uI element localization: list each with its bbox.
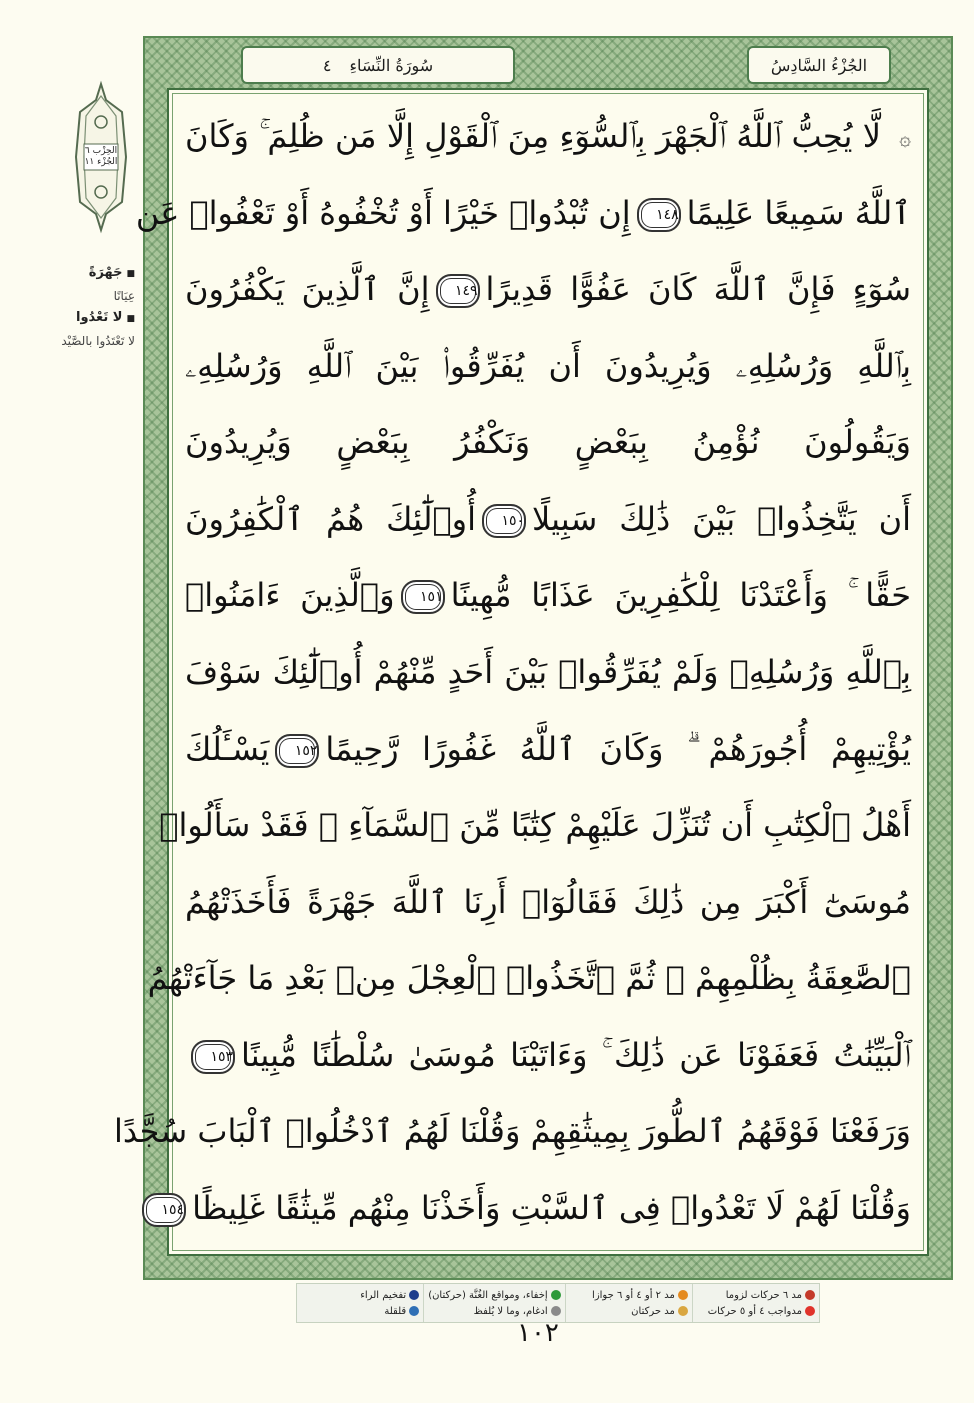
- ayah-number-marker: ١٤٩: [436, 274, 480, 308]
- verse-line: [185, 559, 911, 631]
- verse-text: ٱلْبَيِّنَٰتُ فَعَفَوْنَا عَن ذَٰلِكَ ۚ وَءَاتَيْنَا مُوسَىٰ سُلْطَٰنًا مُّبِينًا: [241, 1035, 911, 1074]
- legend-item: [428, 1290, 560, 1301]
- legend-label: مدواجب ٤ أو ٥ حركات: [707, 1305, 802, 1317]
- color-dot-icon: [409, 1306, 419, 1316]
- verse-line: [185, 636, 911, 708]
- verse-text: إِن تُبْدُوا۟ خَيْرًا أَوْ تُخْفُوهُ أَوْ تَعْفُوا۟ عَن: [135, 193, 631, 232]
- verse-text: أَهْلُ ٱلْكِتَٰبِ أَن تُنَزِّلَ عَلَيْهِمْ كِتَٰبًا مِّنَ ٱلسَّمَآءِ ۚ فَقَدْ سَأَلُوا۟: [159, 806, 911, 845]
- legend-col-3: [423, 1284, 564, 1322]
- verse-line: [185, 253, 911, 325]
- legend-item: [301, 1290, 419, 1301]
- color-dot-icon: [805, 1290, 815, 1300]
- legend-item: [570, 1306, 688, 1317]
- legend-item: [697, 1306, 815, 1317]
- surah-name: سُورَةُ النِّسَاءِ: [349, 55, 434, 75]
- legend-label: إخفاء، ومواقع الغُنَّة (حركتان): [428, 1289, 548, 1301]
- verse-text: بِٱللَّهِ وَرُسُلِهِۦ وَيُرِيدُونَ أَن يُفَرِّقُوا۟ بَيْنَ ٱللَّهِ وَرُسُلِهِۦ: [185, 346, 911, 385]
- verse-text: بِٱللَّهِ وَرُسُلِهِۦ وَلَمْ يُفَرِّقُوا۟ بَيْنَ أَحَدٍ مِّنْهُمْ أُو۟لَٰٓئِكَ سَوْفَ: [185, 652, 911, 691]
- legend-label: مد ٢ أو ٤ أو ٦ جوازا: [592, 1289, 675, 1301]
- legend-item: [697, 1290, 815, 1301]
- surah-number: ٤: [322, 55, 332, 75]
- ayah-number-marker: ١٥٣: [191, 1040, 235, 1074]
- verse-text: حَقًّا ۚ وَأَعْتَدْنَا لِلْكَٰفِرِينَ عَذَابًا مُّهِينًا: [450, 576, 912, 615]
- verse-text: أُو۟لَٰٓئِكَ هُمُ ٱلْكَٰفِرُونَ: [185, 499, 477, 538]
- verse-line: [113, 1095, 911, 1167]
- hizb-label: الحِزْب ٦: [84, 146, 118, 156]
- verse-text: يُؤْتِيهِمْ أُجُورَهُمْ ۗ وَكَانَ ٱللَّهُ غَفُورًا رَّحِيمًا: [325, 729, 911, 768]
- legend-col-1: [692, 1284, 819, 1322]
- legend-item: [301, 1306, 419, 1317]
- verse-line: [161, 1172, 911, 1244]
- note-word-2: ■ لا تَعْدُوا: [10, 307, 135, 330]
- color-dot-icon: [551, 1306, 561, 1316]
- verse-text: وَقُلْنَا لَهُمْ لَا تَعْدُوا۟ فِى ٱلسَّبْتِ وَأَخَذْنَا مِنْهُم مِّيثَٰقًا غَلِيظًا: [192, 1188, 911, 1227]
- color-dot-icon: [678, 1306, 688, 1316]
- tajweed-legend: [296, 1283, 820, 1323]
- note-meaning-1: عِيَانًا: [113, 289, 135, 303]
- legend-item: [428, 1306, 560, 1317]
- verse-line: [185, 713, 911, 785]
- note-meaning-2: لا تَعْتَدُوا بالصَّيْد: [61, 334, 135, 348]
- color-dot-icon: [551, 1290, 561, 1300]
- legend-label: مد حركتان: [631, 1305, 675, 1317]
- juz-label: الجُزْء ١١: [84, 157, 118, 167]
- verse-text: لَّا يُحِبُّ ٱللَّهُ ٱلْجَهْرَ بِٱلسُّوٓءِ مِنَ ٱلْقَوْلِ إِلَّا مَن ظُلِمَ ۚ وَكَانَ: [185, 117, 881, 155]
- legend-label: قلقلة: [384, 1305, 407, 1317]
- surah-header: [241, 46, 515, 84]
- word-meanings: [10, 262, 135, 352]
- verse-line: [185, 100, 911, 172]
- verse-line: [185, 483, 911, 555]
- verse-text: سُوٓءٍ فَإِنَّ ٱللَّهَ كَانَ عَفُوًّا قَدِيرًا: [485, 270, 912, 309]
- verse-text: مُوسَىٰٓ أَكْبَرَ مِن ذَٰلِكَ فَقَالُوٓا۟ أَرِنَا ٱللَّهَ جَهْرَةً فَأَخَذَتْهُمُ: [185, 882, 911, 921]
- verse-line: [185, 406, 911, 478]
- legend-label: تفخيم الراء: [360, 1289, 407, 1301]
- ayah-number-marker: ١٥٤: [142, 1193, 186, 1227]
- verse-line: [135, 177, 911, 249]
- note-word-1: ■ جَهْرَةً: [10, 262, 135, 285]
- ayah-number-marker: ١٥١: [401, 580, 445, 614]
- verse-text: وَرَفَعْنَا فَوْقَهُمُ ٱلطُّورَ بِمِيثَٰقِهِمْ وَقُلْنَا لَهُمُ ٱدْخُلُوا۟ ٱلْبَابَ سُجَّدًا: [113, 1112, 911, 1151]
- verse-text: ٱلصَّٰعِقَةُ بِظُلْمِهِمْ ۚ ثُمَّ ٱتَّخَذُوا۟ ٱلْعِجْلَ مِنۢ بَعْدِ مَا جَآءَتْهُمُ: [147, 959, 911, 998]
- verse-line: [185, 866, 911, 938]
- juz-header: [747, 46, 891, 84]
- verse-text: إِنَّ ٱلَّذِينَ يَكْفُرُونَ: [185, 270, 430, 309]
- verse-line: [185, 1019, 911, 1091]
- color-dot-icon: [409, 1290, 419, 1300]
- verse-text: أَن يَتَّخِذُوا۟ بَيْنَ ذَٰلِكَ سَبِيلًا: [532, 499, 912, 538]
- legend-label: مد ٦ حركات لزوما: [725, 1289, 802, 1301]
- ayah-number-marker: ١٥٢: [275, 734, 319, 768]
- verse-text: وَٱلَّذِينَ ءَامَنُوا۟: [185, 576, 395, 615]
- verse-line: [147, 942, 911, 1014]
- verse-text: يَسْـَٔلُكَ: [185, 729, 270, 768]
- ayah-number-marker: ١٤٨: [637, 198, 681, 232]
- hizb-ornament: [72, 82, 130, 232]
- legend-item: [570, 1290, 688, 1301]
- legend-col-2: [565, 1284, 692, 1322]
- rub-hizb-icon: ۞: [899, 126, 911, 150]
- juz-name: الجُزْءُ السَّادِسُ: [770, 55, 868, 75]
- color-dot-icon: [678, 1290, 688, 1300]
- ayah-number-marker: ١٥٠: [482, 504, 526, 538]
- verse-line: [159, 789, 911, 861]
- verse-text: ٱللَّهُ سَمِيعًا عَلِيمًا: [686, 193, 911, 232]
- color-dot-icon: [805, 1306, 815, 1316]
- verse-line: [185, 330, 911, 402]
- verse-text: وَيَقُولُونَ نُؤْمِنُ بِبَعْضٍ وَنَكْفُرُ بِبَعْضٍ وَيُرِيدُونَ: [185, 423, 911, 462]
- legend-col-4: [297, 1284, 423, 1322]
- page-number: ١٠٢: [517, 1318, 559, 1348]
- legend-label: ادغام، وما لا يُلفظ: [473, 1305, 548, 1317]
